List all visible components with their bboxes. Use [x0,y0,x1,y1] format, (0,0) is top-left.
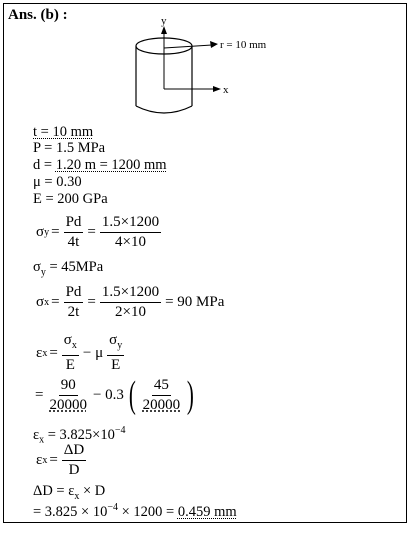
longitudinal-stress-equation: σ x = $\frac{Pd}{2t}$ = $\frac{1.5\times 1200}{2\times 10}$ = 90 MPa [36,284,225,320]
given-e: E = 200 GPa [33,191,108,207]
diametral-strain-equation: ε x = $\frac{\Delta D}{D}$ [36,442,85,478]
given-d: d = 1.20 m = 1200 mm [33,157,167,173]
strain-substitution: = $\frac{90}{20000}$ − 0.3 ( $\frac{45}{20000}$ ) [35,374,194,416]
given-p: P = 1.5 MPa [33,140,106,156]
strain-equation: ε x = $\frac{\sigma_x}{E}$ − μ $\frac{\sigma_y}{E}$ [36,332,123,373]
hoop-stress-equation: σ y = $\frac{Pd}{4t}$ = $\frac{1.5\times 1200}{4\times 10}$ [36,214,160,250]
hoop-stress-result: $\sigma_y = 45MPa$ [33,259,104,278]
radius-label: r = 10 mm [220,39,267,51]
strain-result: $\varepsilon_x = 3.825\times 10^{-4}$ [33,425,126,446]
given-mu: μ = 0.30 [33,174,82,190]
x-axis-label: x [223,84,229,96]
change-in-diameter-result: = $3.825 \times 10^{-4} \times 1200 = 0.459$ mm [33,502,237,520]
given-t: t = 10 mm [33,124,94,140]
change-in-diameter-formula: $\Delta D = \varepsilon_x \times D$ [33,483,106,502]
y-axis-label: y [161,15,167,27]
cylinder-figure [130,14,310,124]
answer-heading: Ans. (b) : [8,7,68,23]
